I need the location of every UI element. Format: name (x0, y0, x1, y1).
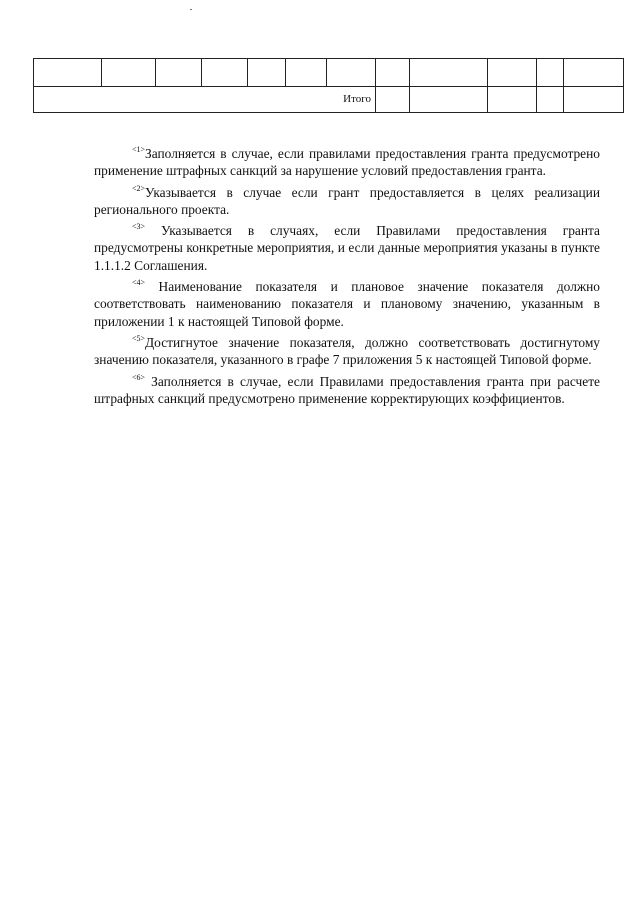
footnote-3 (94, 218, 600, 274)
footnote-marker: <1> (132, 145, 146, 154)
table-cell (156, 59, 202, 87)
footnote-6 (94, 369, 600, 408)
total-label: Итого (34, 87, 376, 113)
table-cell (488, 87, 537, 113)
footnote-2 (94, 180, 600, 219)
footnote-marker: <4> (132, 278, 146, 288)
table-cell (537, 87, 564, 113)
table-cell (286, 59, 327, 87)
footnote-text: Наименование показателя и плановое значение показателя должно соответствовать наименованию показателя и плановому значению, указанным в приложении 1 к настоящей Типовой форме. (94, 279, 600, 329)
table-cell (376, 59, 410, 87)
footnote-text: Указывается в случае если грант предоставляется в целях реализации регионального проекта. (94, 184, 600, 217)
footnote-5 (94, 330, 600, 369)
table-cell (202, 59, 248, 87)
footnote-text: Заполняется в случае, если правилами предоставления гранта предусмотрено применение штрафных санкций за нарушение условий предоставления гранта. (94, 146, 600, 179)
footnotes (94, 141, 600, 407)
table-cell (564, 59, 624, 87)
footnote-text: Достигнутое значение показателя, должно соответствовать достигнутому значению показателя, указанного в графе 7 приложения 5 к настоящей Типовой форме. (94, 334, 600, 368)
table-cell (410, 87, 488, 113)
scan-speck (190, 9, 192, 10)
footnote-marker: <3> (132, 222, 146, 232)
table-cell (376, 87, 410, 113)
table-cell (488, 59, 537, 87)
footnote-4 (94, 274, 600, 330)
footnote-text: Указывается в случаях, если Правилами предоставления гранта предусмотрены конкретные мероприятия, и если данные мероприятия указаны в пункте 1.1.1.2 Соглашения. (94, 223, 600, 273)
table-cell (410, 59, 488, 87)
table-cell (564, 87, 624, 113)
table-cell (102, 59, 156, 87)
footnote-text: Заполняется в случае, если Правилами предоставления гранта при расчете штрафных санкций предусмотрено применение корректирующих коэффициентов. (94, 373, 600, 406)
table-cell (248, 59, 286, 87)
footnote-marker: <5> (132, 333, 146, 343)
table-cell (537, 59, 564, 87)
penalty-table (33, 58, 624, 113)
footnote-marker: <6> (132, 372, 146, 382)
table-cell (34, 59, 102, 87)
footnote-marker: <2> (132, 183, 146, 193)
table-row (34, 59, 624, 87)
footnote-1 (94, 141, 600, 180)
total-row (34, 87, 624, 113)
table-cell (327, 59, 376, 87)
